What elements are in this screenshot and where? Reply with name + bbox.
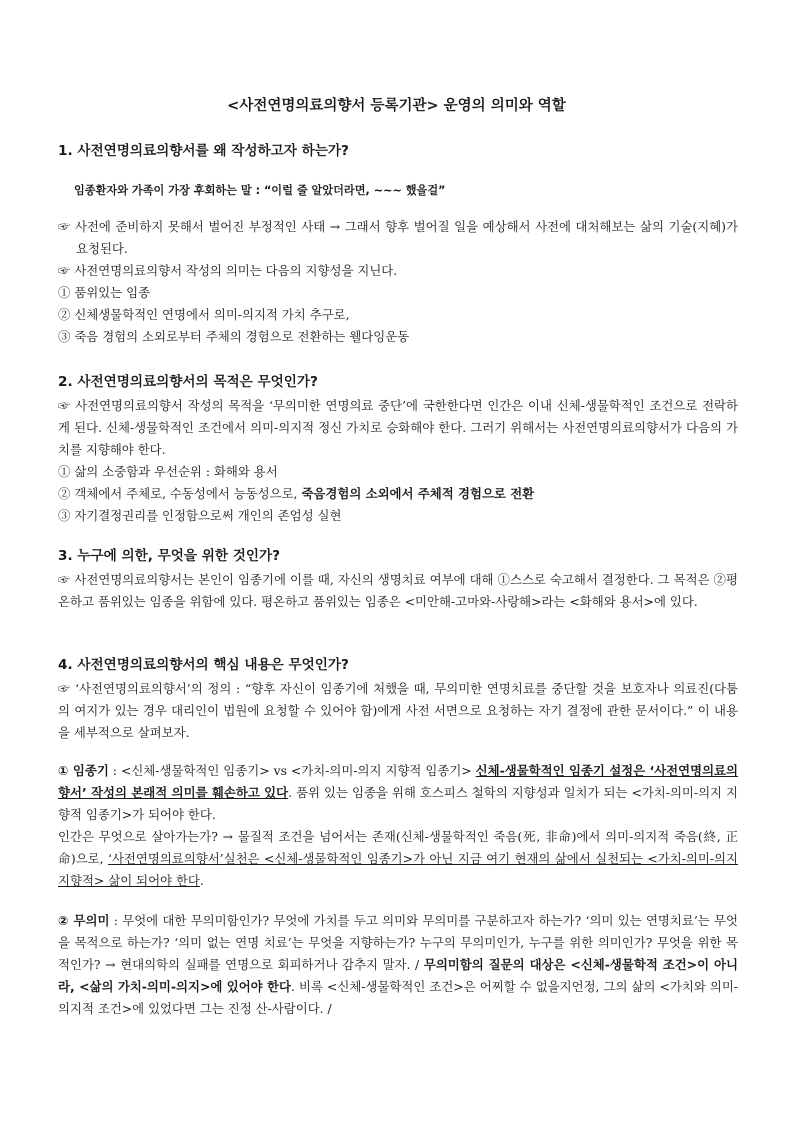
section-1-paragraph-1: ☞ 사전에 준비하지 못해서 벌어진 부정적인 사태 → 그래서 향후 벌어질 일을 예상해서 사전에 대처해보는 삶의 기술(지혜)가 요청된다. [58,219,738,256]
section-1 [58,140,738,348]
section-4-block-1-paragraph-2 [58,826,738,892]
block-2-text-b: . 비록 <신체-생물학적인 조건>은 어찌할 수 없을지언정, 그의 삶의 <가치와 의미-의지적 조건>에 있었다면 그는 진정 산-사람이다. / [58,979,738,1016]
section-4 [58,654,738,1020]
section-2-item-3: ③ 자기결정권리를 인정함으로써 개인의 존엄성 실현 [58,508,342,523]
section-2-item-2 [58,483,738,505]
block-2-bold: 무의미함의 질문의 대상은 <신체-생물학적 조건>이 아니라, <삶의 가치-의미-의지>에 있어야 한다 [58,957,738,994]
block-1-text-a: : <신체-생물학적인 임종기> vs <가치-의미-의지 지향적 임종기> [108,763,476,778]
section-3 [58,545,738,613]
block-1-text-b: . 품위 있는 임종을 위해 호스피스 철학의 지향성과 일치가 되는 <가치-의미-의지 지향적 임종기>가 되어야 한다. [58,785,738,822]
section-3-paragraph-1: ☞ 사전연명의료의향서는 본인이 임종기에 이를 때, 자신의 생명치료 여부에 대해 ①스스로 숙고해서 결정한다. 그 목적은 ②평온하고 품위있는 임종을 위함에 있다. 평온하고 품위있는 임종은 <미안해-고마와-사랑해>라는 <화해와 용서>에 있다. [58,572,739,609]
section-2-paragraph-1: ☞ 사전연명의료의향서 작성의 목적을 ‘무의미한 연명의료 중단’에 국한한다면 인간은 이내 신체-생물학적인 조건으로 전락하게 된다. 신체-생물학적인 조건에서 의미-의지적 정신 가치로 승화해야 한다. 그러기 위해서는 사전연명의료의향서가 다음의 가치를 지향해야 한다. [58,398,738,457]
section-2-item-1: ① 삶의 소중함과 우선순위 : 화해와 용서 [58,464,278,479]
section-1-item-3: ③ 죽음 경험의 소외로부터 주체의 경험으로 전환하는 웰다잉운동 [58,329,410,344]
section-1-quote: 임종환자와 가족이 가장 후회하는 말 : “이럴 줄 알았더라면, ~~~ 했을걸” [74,184,446,197]
section-4-block-2 [58,910,738,1020]
block-1-p2-text-b: . [199,873,204,888]
block-1-p2-text-a: 인간은 무엇으로 살아가는가? → 물질적 조건을 넘어서는 존재(신체-생물학적인 죽음(死, 非命)에서 의미-의지적 죽음(終, 正命)으로, [58,829,738,866]
block-1-p2-underlined: ‘사전연명의료의향서’실천은 <신체-생물학적인 임종기>가 아닌 지금 여기 현재의 삶에서 실천되는 <가치-의미-의지 지향적> 삶이 되어야 한다 [58,851,739,888]
section-4-paragraph-1: ☞ ‘사전연명의료의향서’의 정의 : “향후 자신이 임종기에 처했을 때, 무의미한 연명치료를 중단할 것을 보호자나 의료진(다툼의 여지가 있는 경우 대리인이 법원에 요청할 수 있어야 함)에게 사전 서면으로 요청하는 자기 결정에 관한 문서이다.” 이 내용을 세부적으로 살펴보자. [58,681,738,740]
block-1-underlined: 신체-생물학적인 임종기 설정은 ‘사전연명의료의향서’ 작성의 본래적 의미를 훼손하고 있다 [58,763,738,800]
block-2-label: ② 무의미 [58,913,110,928]
section-2 [58,371,738,527]
section-1-paragraph-2: ☞ 사전연명의료의향서 작성의 의미는 다음의 지향성을 지닌다. [58,263,398,278]
section-1-item-2: ② 신체생물학적인 연명에서 의미-의지적 가치 추구로, [58,307,350,322]
document-title: <사전연명의료의향서 등록기관> 운영의 의미와 역할 [227,98,566,114]
block-2-text-a: : 무엇에 대한 무의미함인가? 무엇에 가치를 두고 의미와 무의미를 구분하고자 하는가? ‘의미 있는 연명치료’는 무엇을 목적으로 하는가? ‘의미 없는 연명 치료’는 무엇을 지향하는가? 누구의 무의미인가, 누구를 위한 의미인가? 무엇을 위한 목적인가? → 현대의학의 실패를 연명으로 회피하거나 감추지 말자. / [58,913,738,972]
section-1-item-1: ① 품위있는 임종 [58,285,151,300]
section-4-heading: 4. 사전연명의료의향서의 핵심 내용은 무엇인가? [58,657,349,673]
section-1-heading: 1. 사전연명의료의향서를 왜 작성하고자 하는가? [58,143,349,159]
block-1-label: ① 임종기 [58,763,109,778]
section-2-heading: 2. 사전연명의료의향서의 목적은 무엇인가? [58,374,318,390]
section-2-item-2-text: ② 객체에서 주체로, 수동성에서 능동성으로, [58,486,302,501]
section-2-item-2-bold: 죽음경험의 소외에서 주체적 경험으로 전환 [301,486,535,501]
section-3-heading: 3. 누구에 의한, 무엇을 위한 것인가? [58,548,281,564]
section-4-block-1 [58,760,738,826]
